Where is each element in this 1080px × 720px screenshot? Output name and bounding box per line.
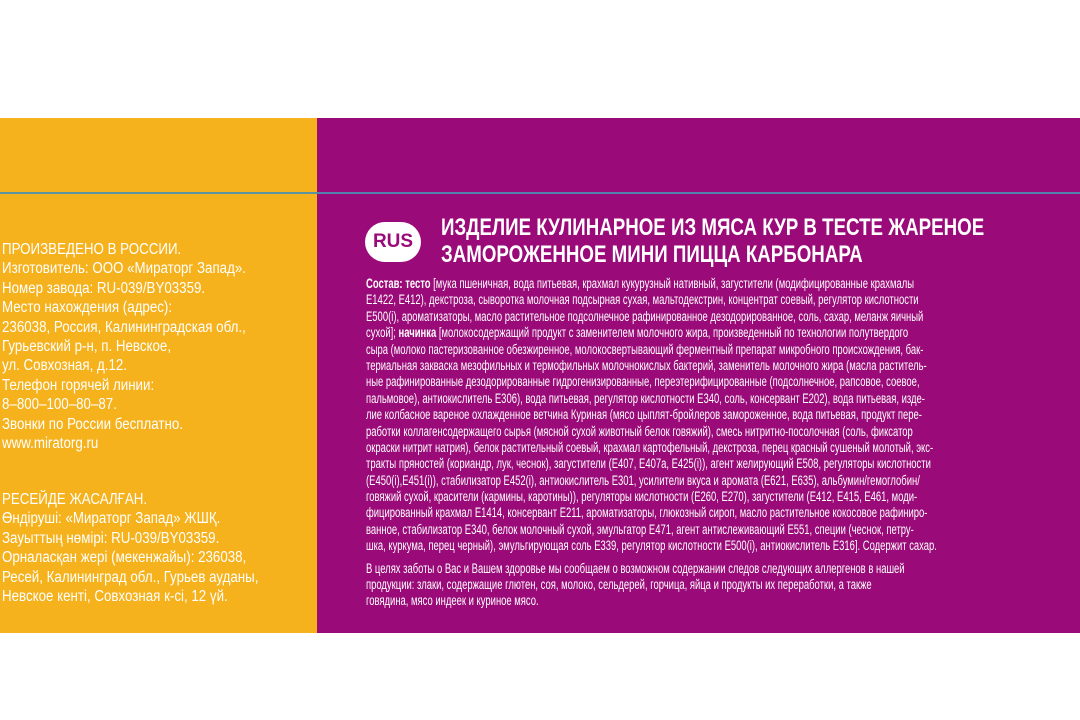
composition-line: фицированный крахмал Е1414, консервант Е211, ароматизаторы, глюкозный сироп, масло растительное кокосовое рафиниро- xyxy=(366,505,928,521)
text-line: Звонки по России бесплатно. xyxy=(2,415,183,433)
text-line: РЕСЕЙДЕ ЖАСАЛҒАН. xyxy=(2,491,148,508)
allergen-line: В целях заботы о Вас и Вашем здоровье мы сообщаем о возможном содержании следов следующих аллергенов в нашей xyxy=(366,560,905,576)
composition-line: шка, куркума, перец черный), эмульгирующая соль Е339, регулятор кислотности Е500(i), антиокислитель Е316]. Содержит сахар. xyxy=(366,538,937,554)
composition-text xyxy=(366,276,1066,610)
composition-line: работки коллагенсодержащего сырья (мясной сухой животный белок говяжий), смесь нитритно-посолочная (соль, фиксатор xyxy=(366,423,913,439)
text-line: 236038, Россия, Калининградская обл., xyxy=(2,318,246,336)
composition-line: пальмовое), антиокислитель Е306), вода питьевая, регулятор кислотности Е340, соль, консервант Е202), вода питьевая, изде- xyxy=(366,390,925,406)
text-line: Өндіруші: «Мираторг Запад» ЖШҚ. xyxy=(2,510,221,528)
composition-line: лие колбасное вареное охлажденное ветчина Куриная (мясо цыплят-бройлеров замороженное, вода питьевая, продукт пере- xyxy=(366,407,922,423)
text-line: Зауыттың нөмірі: RU-039/BY03359. xyxy=(2,529,220,547)
composition-line: (Е450(i),Е451(i)), стабилизатор Е452(i), антиокислитель Е301, усилители вкуса и аромата (Е621, Е635), альбумин/гемоглобин/ xyxy=(366,472,920,488)
composition-line: тракты пряностей (кориандр, лук, чеснок), загустители (Е407, Е407а, Е425(i)), агент желирующий Е508, регуляторы кислотности xyxy=(366,456,931,472)
text-line: Ресей, Калининград обл., Гурьев ауданы, xyxy=(2,568,259,586)
text-line: Невское кенті, Совхозная к-сі, 12 үй. xyxy=(2,588,228,606)
product-title xyxy=(441,214,984,268)
title-line: ИЗДЕЛИЕ КУЛИНАРНОЕ ИЗ МЯСА КУР В ТЕСТЕ ЖАРЕНОЕ xyxy=(441,214,985,241)
text-line: 8–800–100–80–87. xyxy=(2,396,117,414)
text-line: Гурьевский р-н, п. Невское, xyxy=(2,338,172,356)
composition-line: сухой]; начинка [молокосодержащий продукт с заменителем молочного жира, произведенный по технологии полутвердого xyxy=(366,325,909,341)
manufacturer-info-kz xyxy=(2,490,270,606)
text-line: ул. Совхозная, д.12. xyxy=(2,357,127,375)
allergen-line: говядина, мясо индеек и куриное мясо. xyxy=(366,593,539,609)
language-badge: RUS xyxy=(365,222,421,262)
manufacturer-panel xyxy=(0,118,317,633)
composition-line: говяжий сухой, красители (кармины, каротины)), регуляторы кислотности (Е260, Е270), загустители (Е412, Е415, Е461, моди- xyxy=(366,489,918,505)
text-line: Место нахождения (адрес): xyxy=(2,299,173,317)
composition-label: Состав: xyxy=(366,276,403,291)
text-line: Телефон горячей линии: xyxy=(2,376,155,394)
allergen-line: продукции: злаки, содержащие глютен, соя, молоко, сельдерей, горчица, яйца и продукты их переработки, а также xyxy=(366,577,872,593)
composition-line: сыра (молоко пастеризованное обезжиренное, молокосвертывающий ферментный препарат микробного происхождения, бак- xyxy=(366,341,924,357)
composition-line: Е500(i), ароматизаторы, масло растительное подсолнечное рафинированное дезодорированное, соль, сахар, меланж яичный xyxy=(366,308,924,324)
website-text: www.miratorg.ru xyxy=(2,435,99,453)
manufacturer-info-ru xyxy=(2,240,270,453)
text-line: Номер завода: RU-039/BY03359. xyxy=(2,279,206,297)
allergen-notice xyxy=(366,561,1066,610)
text-line: Орналасқан жері (мекенжайы): 236038, xyxy=(2,549,247,567)
composition-line: Состав: тесто [мука пшеничная, вода питьевая, крахмал кукурузный нативный, загустители (модифицированные крахмалы xyxy=(366,276,915,291)
divider-line xyxy=(0,192,1080,194)
composition-line: Е1422, Е412), декстроза, сыворотка молочная подсырная сухая, мальтодекстрин, концентрат соевый, регулятор кислотности xyxy=(366,292,919,308)
text-line: Изготовитель: ООО «Мираторг Запад». xyxy=(2,260,246,278)
text-line: ПРОИЗВЕДЕНО В РОССИИ. xyxy=(2,241,182,258)
composition-line: ванное, стабилизатор Е340, белок молочный сухой, эмульгатор Е471, агент антислеживающий Е551, специи (чеснок, петру- xyxy=(366,521,914,537)
composition-line: ные рафинированные дезодорированные гидрогенизированные, переэтерифицированные (подсолнечное, рапсовое, соевое, xyxy=(366,374,920,390)
composition-line: окраски нитрит натрия), белок растительный соевый, крахмал картофельный, декстроза, перец красный сушеный молотый, экс- xyxy=(366,439,934,455)
dough-label: тесто xyxy=(405,276,431,291)
title-line: ЗАМОРОЖЕННОЕ МИНИ ПИЦЦА КАРБОНАРА xyxy=(441,241,863,268)
product-label xyxy=(0,118,1080,633)
composition-line: териальная закваска мезофильных и термофильных молочнокислых бактерий, заменитель молочного жира (масла раститель- xyxy=(366,357,927,373)
filling-label: начинка xyxy=(398,325,437,341)
